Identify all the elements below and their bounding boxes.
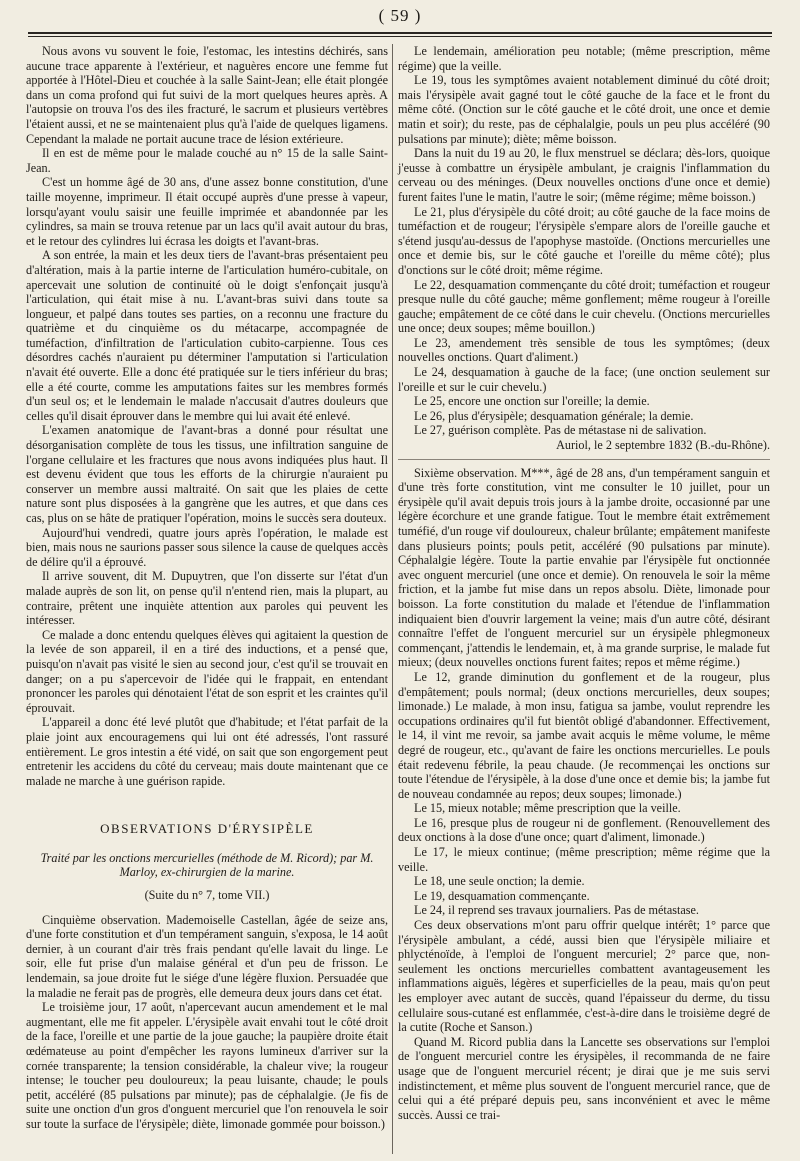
paragraph: Sixième observation. M***, âgé de 28 ans, d'un tempérament sanguin et d'une très forte constitution, vint me consulter le 10 juillet, pour un érysipèle qu'il avait depuis trois jours à la jambe droite, occasionné par une légère écorchure et une grande fatigue. Tout le membre était extrêmement tuméfié, d'un rouge vif douloureux, chaleur brûlante; empâtement manifeste dans plusieurs points; pouls petit, accéléré (90 pulsations par minute). Céphalalgie légère. Toute la partie envahie par l'érysipèle fut onctionnée avec onguent mercuriel (une once et demie). On renouvela le soir la même friction, et la jambe fut mise dans un repos absolu. Diète, limonade pour boisson. La forte constitution du malade et l'étendue de l'inflammation indiquaient bien d'ouvrir largement la veine; mais d'un autre côté, désirant connaître l'effet de l'onguent mercuriel sur un érysipèle phlegmoneux commençant, j'attendis le lendemain, et, à ma grande surprise, le malade fut mieux; (deux nouvelles onctions furent faites; repos et même régime.) [398,465,770,670]
paragraph: Le 24, desquamation à gauche de la face; (une onction seulement sur l'oreille et sur le cuir chevelu.) [398,365,770,394]
paragraph: Le 22, desquamation commençante du côté droit; tuméfaction et rougeur presque nulle du côté gauche; même gonflement; même rougeur à l'oreille gauche; empâtement de ce côté dans le cuir chevelu. (Onctions mercurielles une once; deux soupes; même bouillon.) [398,277,770,336]
paragraph: Cinquième observation. Mademoiselle Castellan, âgée de seize ans, d'une forte constitution et d'un tempérament sanguin, s'exposa, le 14 août dernier, à un courant d'air très frais pendant qu'elle lavait du linge. Le soir, elle fut prise d'un malaise général et d'un peu de frisson. Le lendemain, sa joue droite fut le siége d'une légère fluxion. Persuadée que la maladie ne ferait pas de progrès, elle demeura deux jours dans cet état. [26,912,388,1000]
page-number: ( 59 ) [378,6,422,25]
paragraph: Le 27, guérison complète. Pas de métastase ni de salivation. [414,423,707,438]
paragraph: Le 17, le mieux continue; (même prescription; même régime que la veille. [398,845,770,874]
continuation-note: (Suite du n° 7, tome VII.) [144,888,270,903]
paragraph: C'est un homme âgé de 30 ans, d'une assez bonne constitution, d'une taille moyenne, imprimeur. Il était occupé auprès d'une presse à vapeur, lorsqu'ayant voulu saisir une feuille imprimée et abandonnée par les cylindres, sa main se trouva retenue par un lacs qu'il avait autour du bras, et le retour des cylindres lui écrasa les doigts et l'avant-bras. [26,175,388,248]
paragraph: L'examen anatomique de l'avant-bras a donné pour résultat une désorganisation complète de tous les tissus, une infiltration sanguine de l'organe cellulaire et les fractures que nous avons indiquées plus haut. Il est devenu évident que tous les efforts de la chirurgie n'auraient pu conserver un membre aussi maltraité. On sait que les plaies de cette nature sont plus disposées à la gangrène que les autres, et que dans ces cas, plus on se hâte de pratiquer l'opération, moins le succès sera douteux. [26,423,388,525]
paragraph: Aujourd'hui vendredi, quatre jours après l'opération, le malade est bien, mais nous ne saurions passer sous silence la cause de quelques accès de délire qu'il a éprouvé. [26,525,388,569]
signature: Auriol, le 2 septembre 1832 (B.-du-Rhône). [556,438,770,453]
paragraph: Il en est de même pour le malade couché au n° 15 de la salle Saint-Jean. [26,146,388,175]
section-title: OBSERVATIONS D'ÉRYSIPÈLE [100,821,314,837]
paragraph: Le 21, plus d'érysipèle du côté droit; au côté gauche de la face moins de tuméfaction et de rougeur; l'érysipèle s'empare alors de l'oreille gauche et s'étend jusqu'au-dessus de l'apophyse mastoïde. (Onctions mercurielles une once et demie bis, sur le côté gauche et l'oreille du même côté); plus d'onctions sur le côté droit; même régime. [398,204,770,277]
paragraph: Le lendemain, amélioration peu notable; (même prescription, même régime) que la veille. [398,44,770,73]
paragraph: Le 12, grande diminution du gonflement et de la rougeur, plus d'empâtement; pouls normal; (deux onctions mercurielles, deux soupes; limonade.) Le malade, à mon insu, fatigua sa jambe, voulut reprendre les occupations ordinaires qu'il fut bientôt obligé d'abandonner. Effectivement, le 14, il vint me revoir, sa jambe avait acquis le même volume, le même degré de rougeur, etc., qu'avant de faire les onctions mercurielles. Le pouls était redevenu fébrile, la peau chaude. (Je recommençai les onctions sur toute l'étendue de l'érysipèle, à la dose d'une once et demie bis; la jambe fut de nouveau condamnée au repos; deux soupes; limonade.) [398,669,770,801]
paragraph: Le 26, plus d'érysipèle; desquamation générale; la demie. [414,408,694,423]
paragraph: A son entrée, la main et les deux tiers de l'avant-bras présentaient peu d'altération, mais à la partie interne de l'articulation huméro-cubitale, on apercevait une solution de continuité où le doigt s'enfonçait jusqu'à l'articulation, qui était mise à nu. L'avant-bras suivi dans toute sa longueur, et palpé dans toutes ses parties, on a reconnu une fracture du quatrième et du cinquième os du métacarpe, accompagnée de tuméfaction, d'infiltration de l'articulation cubito-carpienne. Tous ces désordres cachés n'auraient pu déterminer l'amputation si l'articulation n'avait été ouverte. Elle a donc été pratiquée sur le tiers inférieur du bras; elle a été courte, comme les amputations faites sur les membres formés d'un seul os; et le lendemain le malade n'accusait d'autres douleurs que celles qu'il disait éprouver dans le membre qui lui avait été enlevé. [26,248,388,423]
paragraph: Ces deux observations m'ont paru offrir quelque intérêt; 1° parce que l'érysipèle ambulant, a cédé, aussi bien que l'érysipèle miliaire et phlycténoïde, à l'emploi de l'onguent mercuriel; 2° parce que, non-seulement les onctions mercurielles combattent avantageusement les inflammations aiguës, légères et superficielles de la peau, mais qu'on peut les employer avec autant de succès, quand l'épaisseur du derme, du tissu cellulaire sous-cutané est enflammée, c'est-à-dire dans le troisième degré de la cutite (Roche et Sanson.) [398,918,770,1035]
paragraph: Il arrive souvent, dit M. Dupuytren, que l'on disserte sur l'état d'un malade auprès de son lit, on pense qu'il n'entend rien, mais la plupart, au contraire, prêtent une inquiète attention aux paroles qui peuvent les intéresser. [26,569,388,628]
paragraph: Ce malade a donc entendu quelques élèves qui agitaient la question de la levée de son appareil, il en a tiré des inductions, et a pensé que, puisqu'on n'avait pas visité le sien au second jour, c'est qu'il se trouvait en danger; on a pu s'apercevoir de l'idée qui le frappait, en entendant prononcer les paroles qui dénotaient l'état de son esprit et les craintes qu'il éprouvait. [26,627,388,715]
paragraph: Le 24, il reprend ses travaux journaliers. Pas de métastase. [414,903,699,918]
paragraph: Le 16, presque plus de rougeur ni de gonflement. (Renouvellement des deux onctions à la dose d'une once; quart d'aliment, limonade.) [398,815,770,845]
paragraph: Quand M. Ricord publia dans la Lancette ses observations sur l'emploi de l'onguent mercuriel contre les érysipèles, il recommanda de ne faire usage que de l'onguent mercuriel récent; je dirai que je me suis servi indistinctement, et même plus souvent de l'onguent mercuriel rance, que de celui qui a été préparé depuis peu, sans inconvénient et avec le même succès. Aussi ce trai- [398,1034,770,1122]
paragraph: Le 19, desquamation commençante. [414,888,590,903]
separator-rule [398,459,770,460]
right-column [398,44,770,1122]
paragraph: Le 23, amendement très sensible de tous les symptômes; (deux nouvelles onctions. Quart d'aliment.) [398,335,770,365]
paragraph: Le 15, mieux notable; même prescription que la veille. [414,801,681,816]
paragraph: Nous avons vu souvent le foie, l'estomac, les intestins déchirés, sans aucune trace apparente à l'extérieur, et naguères encore une femme fut apportée à l'Hôtel-Dieu et couchée à la salle Saint-Jean; elle était plongée dans un coma profond qui fut suivi de la mort quelques heures après. A l'autopsie on trouva l'os des iles fracturé, le sacrum et plusieurs vertèbres l'étaient aussi, et ne se maintenaient plus qu'à l'aide de quelques ligamens. Cependant la malade ne portait aucune trace de lésion extérieure. [26,44,388,146]
header-rule [28,32,772,37]
paragraph: Dans la nuit du 19 au 20, le flux menstruel se déclara; dès-lors, quoique j'eusse à combattre un érysipèle ambulant, je craignis l'inflammation du cerveau ou des méninges. (Deux nouvelles onctions d'une once et demie) furent faites l'une le matin, l'autre le soir; (même régime; même boisson.) [398,146,770,204]
left-column [26,44,388,1132]
paragraph: Le troisième jour, 17 août, n'apercevant aucun amendement et le mal augmentant, elle me fit appeler. L'érysipèle avait envahi tout le côté droit de la face, l'oreille et une partie de la joue gauche; la paupière droite était œdémateuse au point d'empêcher les rayons lumineux d'arriver sur la cornée transparente; la tension considérable, la chaleur vive; la rougeur intense; le toucher peu douloureux; la peau luisante, chaude; le pouls petit, accéléré (85 pulsations par minute); pas de céphalalgie. (Je fis de suite une onction d'un gros d'onguent mercuriel que l'on renouvela le soir sur toute la surface de l'érysipèle; diète, limonade gommée pour boisson.) [26,1000,388,1131]
paragraph: Le 25, encore une onction sur l'oreille; la demie. [414,394,650,409]
paragraph: Le 18, une seule onction; la demie. [414,874,585,889]
paragraph: L'appareil a donc été levé plutôt que d'habitude; et l'état parfait de la plaie joint aux encouragemens qui lui ont été adressés, l'ont rassuré entièrement. Le gros intestin a été vidé, on sait que son engorgement peut entretenir les accidens du côté du cerveau; mais doute maintenant que ce malade ne marche à une guérison rapide. [26,715,388,788]
section-subtitle: Traité par les onctions mercurielles (méthode de M. Ricord); par M. Marloy, ex-chirurgien de la marine. [40,850,374,880]
paragraph: Le 19, tous les symptômes avaient notablement diminué du côté droit; mais l'érysipèle avait gagné tout le côté gauche de la face et le front du même côté. (Onction sur le côté gauche et le côté droit, une once et demie matin et soir); du reste, pas de céphalalgie, pouls un peu plus accéléré (90 pulsations par minute); diète; même boisson. [398,73,770,146]
column-divider [392,44,393,1154]
